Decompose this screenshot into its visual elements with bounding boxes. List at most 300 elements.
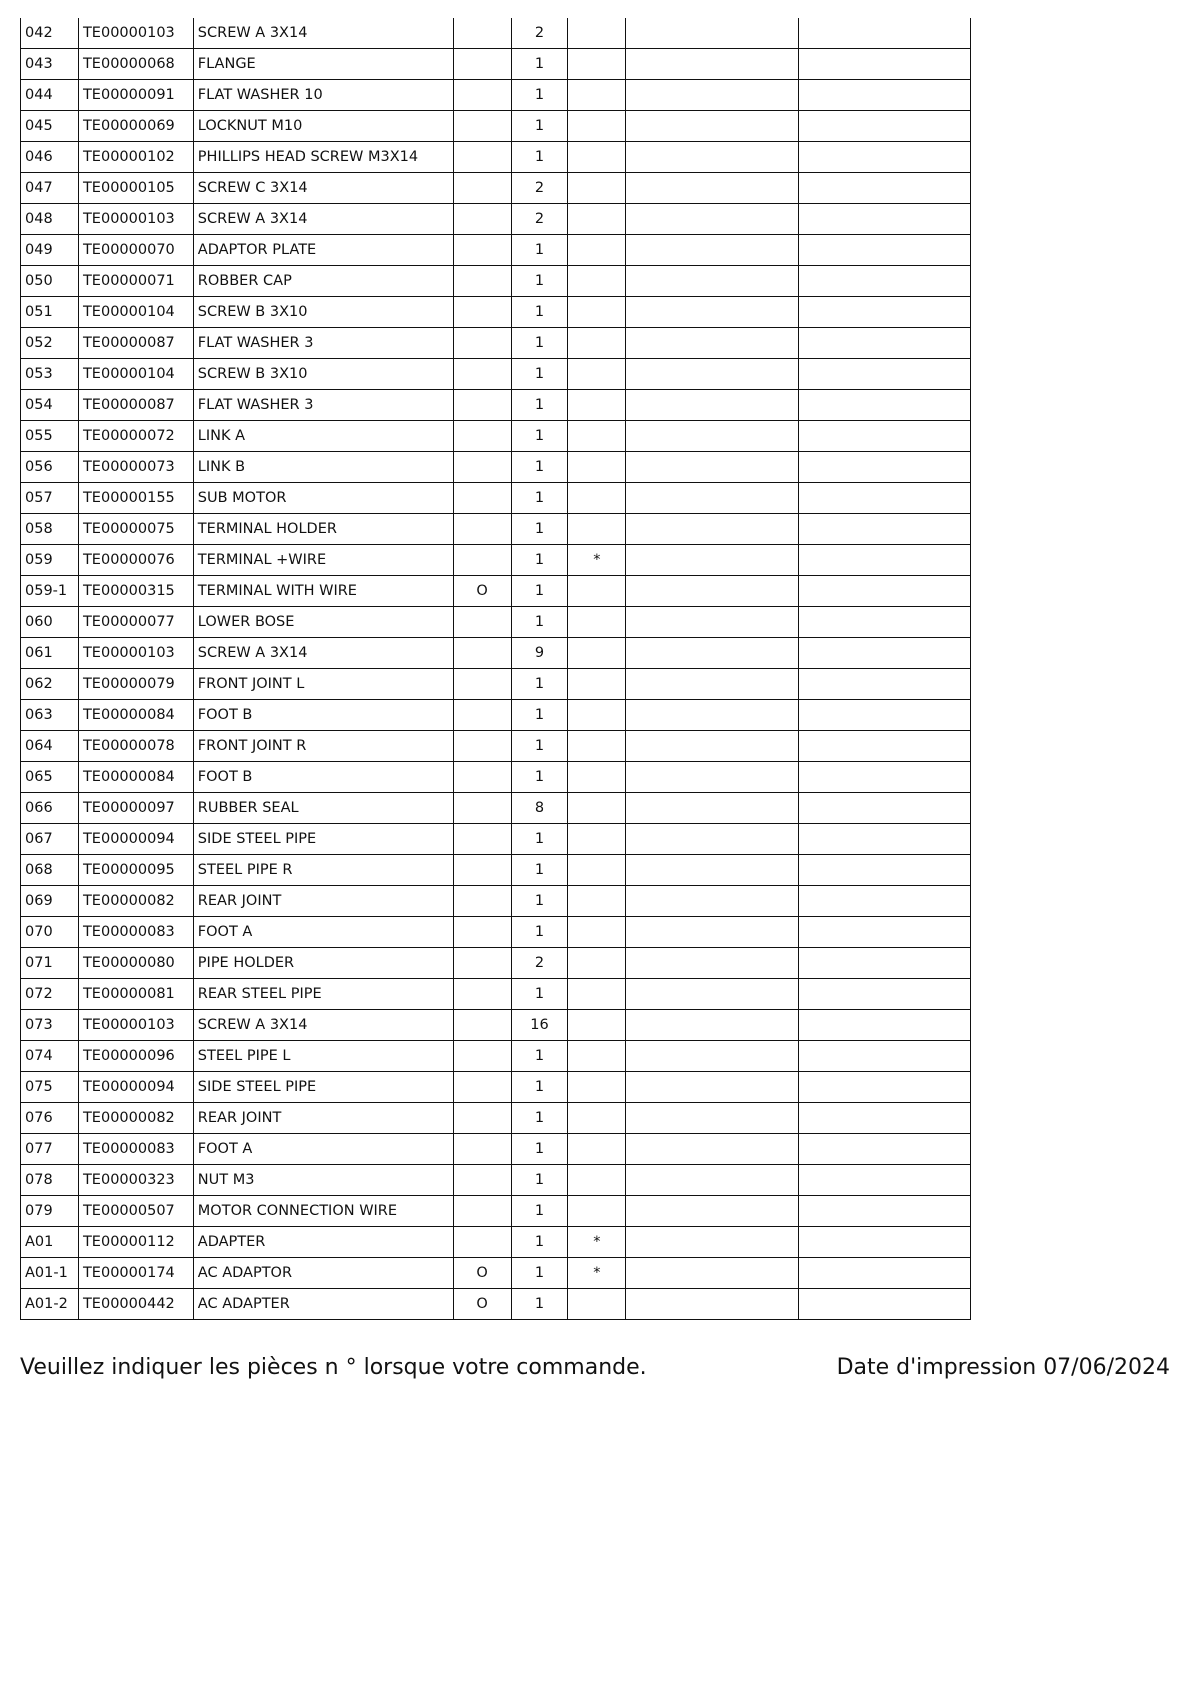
part-number-cell: 079 [21,1196,79,1227]
part-number-cell: 055 [21,421,79,452]
part-code-cell: TE00000102 [78,142,193,173]
table-row [21,607,971,638]
part-number-cell: 058 [21,514,79,545]
part-number-cell: 077 [21,1134,79,1165]
quantity-cell: 1 [511,80,568,111]
quantity-cell: 1 [511,607,568,638]
blank-cell [799,204,971,235]
part-description-cell: SIDE STEEL PIPE [193,824,453,855]
blank-cell [626,49,799,80]
quantity-cell: 1 [511,49,568,80]
table-row [21,390,971,421]
blank-cell [626,204,799,235]
part-code-cell: TE00000070 [78,235,193,266]
option-cell [453,421,511,452]
part-description-cell: SCREW A 3X14 [193,18,453,49]
option-cell [453,793,511,824]
mark-cell [568,669,626,700]
part-number-cell: 048 [21,204,79,235]
table-row [21,80,971,111]
part-description-cell: FRONT JOINT L [193,669,453,700]
part-code-cell: TE00000087 [78,328,193,359]
part-number-cell: 070 [21,917,79,948]
blank-cell [626,1258,799,1289]
option-cell [453,111,511,142]
mark-cell [568,49,626,80]
part-description-cell: TERMINAL WITH WIRE [193,576,453,607]
part-description-cell: LOWER BOSE [193,607,453,638]
part-code-cell: TE00000071 [78,266,193,297]
quantity-cell: 1 [511,545,568,576]
part-description-cell: SUB MOTOR [193,483,453,514]
table-row [21,1103,971,1134]
blank-cell [799,638,971,669]
blank-cell [626,80,799,111]
table-row [21,1165,971,1196]
option-cell [453,700,511,731]
quantity-cell: 1 [511,390,568,421]
part-description-cell: FOOT A [193,1134,453,1165]
table-row [21,235,971,266]
table-row [21,545,971,576]
part-description-cell: AC ADAPTOR [193,1258,453,1289]
table-row [21,204,971,235]
option-cell [453,452,511,483]
part-code-cell: TE00000094 [78,1072,193,1103]
table-row [21,18,971,49]
mark-cell [568,359,626,390]
mark-cell [568,731,626,762]
quantity-cell: 1 [511,266,568,297]
blank-cell [799,669,971,700]
table-row [21,1258,971,1289]
part-description-cell: FOOT B [193,700,453,731]
mark-cell [568,390,626,421]
blank-cell [626,979,799,1010]
quantity-cell: 1 [511,669,568,700]
mark-cell [568,235,626,266]
table-row [21,483,971,514]
part-code-cell: TE00000174 [78,1258,193,1289]
part-code-cell: TE00000082 [78,1103,193,1134]
option-cell [453,1072,511,1103]
part-number-cell: 056 [21,452,79,483]
part-number-cell: 059 [21,545,79,576]
part-number-cell: 068 [21,855,79,886]
mark-cell [568,576,626,607]
mark-cell [568,762,626,793]
part-number-cell: 065 [21,762,79,793]
blank-cell [626,762,799,793]
blank-cell [626,452,799,483]
part-code-cell: TE00000077 [78,607,193,638]
table-row [21,948,971,979]
option-cell [453,1196,511,1227]
quantity-cell: 1 [511,1165,568,1196]
part-code-cell: TE00000155 [78,483,193,514]
mark-cell [568,266,626,297]
blank-cell [799,545,971,576]
blank-cell [626,483,799,514]
part-code-cell: TE00000103 [78,1010,193,1041]
mark-cell [568,1134,626,1165]
option-cell [453,266,511,297]
table-row [21,1196,971,1227]
parts-table [20,18,971,1320]
mark-cell [568,1196,626,1227]
blank-cell [626,173,799,204]
part-number-cell: 060 [21,607,79,638]
part-code-cell: TE00000103 [78,204,193,235]
part-description-cell: FOOT A [193,917,453,948]
blank-cell [799,1134,971,1165]
blank-cell [626,793,799,824]
blank-cell [626,142,799,173]
quantity-cell: 1 [511,514,568,545]
part-number-cell: 072 [21,979,79,1010]
table-row [21,111,971,142]
option-cell [453,390,511,421]
part-number-cell: 046 [21,142,79,173]
part-number-cell: 057 [21,483,79,514]
blank-cell [799,390,971,421]
blank-cell [626,235,799,266]
part-code-cell: TE00000079 [78,669,193,700]
part-code-cell: TE00000104 [78,297,193,328]
mark-cell [568,638,626,669]
quantity-cell: 1 [511,855,568,886]
part-description-cell: FLAT WASHER 3 [193,390,453,421]
option-cell [453,855,511,886]
part-description-cell: REAR JOINT [193,886,453,917]
blank-cell [626,545,799,576]
blank-cell [799,1196,971,1227]
blank-cell [626,917,799,948]
part-code-cell: TE00000069 [78,111,193,142]
blank-cell [626,421,799,452]
part-number-cell: 073 [21,1010,79,1041]
quantity-cell: 1 [511,700,568,731]
part-description-cell: STEEL PIPE R [193,855,453,886]
part-description-cell: FLANGE [193,49,453,80]
part-code-cell: TE00000507 [78,1196,193,1227]
quantity-cell: 1 [511,824,568,855]
quantity-cell: 1 [511,731,568,762]
part-code-cell: TE00000075 [78,514,193,545]
part-description-cell: SCREW B 3X10 [193,359,453,390]
part-description-cell: FLAT WASHER 3 [193,328,453,359]
option-cell [453,886,511,917]
blank-cell [799,1165,971,1196]
blank-cell [799,979,971,1010]
part-number-cell: 069 [21,886,79,917]
part-number-cell: 049 [21,235,79,266]
blank-cell [626,514,799,545]
part-description-cell: SIDE STEEL PIPE [193,1072,453,1103]
blank-cell [799,359,971,390]
table-row [21,1289,971,1320]
mark-cell [568,80,626,111]
mark-cell [568,1165,626,1196]
quantity-cell: 1 [511,421,568,452]
blank-cell [799,452,971,483]
blank-cell [799,700,971,731]
mark-cell [568,514,626,545]
quantity-cell: 9 [511,638,568,669]
part-description-cell: TERMINAL HOLDER [193,514,453,545]
blank-cell [626,700,799,731]
blank-cell [626,266,799,297]
table-row [21,762,971,793]
part-code-cell: TE00000084 [78,700,193,731]
option-cell [453,142,511,173]
part-code-cell: TE00000095 [78,855,193,886]
part-code-cell: TE00000442 [78,1289,193,1320]
blank-cell [799,297,971,328]
blank-cell [799,111,971,142]
part-number-cell: 067 [21,824,79,855]
mark-cell [568,886,626,917]
part-description-cell: FOOT B [193,762,453,793]
blank-cell [799,855,971,886]
option-cell [453,917,511,948]
blank-cell [626,576,799,607]
part-description-cell: MOTOR CONNECTION WIRE [193,1196,453,1227]
blank-cell [799,1041,971,1072]
part-description-cell: RUBBER SEAL [193,793,453,824]
part-number-cell: 075 [21,1072,79,1103]
quantity-cell: 1 [511,483,568,514]
part-number-cell: 061 [21,638,79,669]
table-row [21,731,971,762]
part-description-cell: FLAT WASHER 10 [193,80,453,111]
table-row [21,638,971,669]
part-description-cell: TERMINAL +WIRE [193,545,453,576]
mark-cell [568,452,626,483]
quantity-cell: 1 [511,1072,568,1103]
mark-cell [568,328,626,359]
blank-cell [799,731,971,762]
part-code-cell: TE00000094 [78,824,193,855]
table-row [21,49,971,80]
part-description-cell: LINK B [193,452,453,483]
part-code-cell: TE00000068 [78,49,193,80]
option-cell [453,235,511,266]
part-code-cell: TE00000083 [78,1134,193,1165]
part-description-cell: SCREW C 3X14 [193,173,453,204]
table-row [21,1072,971,1103]
blank-cell [626,1196,799,1227]
mark-cell [568,793,626,824]
option-cell: O [453,1289,511,1320]
option-cell [453,762,511,793]
quantity-cell: 1 [511,328,568,359]
blank-cell [626,1289,799,1320]
option-cell [453,948,511,979]
part-number-cell: 042 [21,18,79,49]
option-cell [453,824,511,855]
part-number-cell: 076 [21,1103,79,1134]
table-row [21,1041,971,1072]
quantity-cell: 1 [511,1289,568,1320]
option-cell [453,297,511,328]
blank-cell [799,173,971,204]
part-number-cell: 059-1 [21,576,79,607]
table-row [21,793,971,824]
table-row [21,142,971,173]
table-row [21,359,971,390]
table-row [21,514,971,545]
option-cell [453,979,511,1010]
part-code-cell: TE00000315 [78,576,193,607]
blank-cell [626,1041,799,1072]
mark-cell [568,204,626,235]
mark-cell [568,948,626,979]
blank-cell [799,80,971,111]
mark-cell [568,855,626,886]
blank-cell [799,514,971,545]
blank-cell [799,1010,971,1041]
blank-cell [799,607,971,638]
blank-cell [626,638,799,669]
part-description-cell: LINK A [193,421,453,452]
blank-cell [799,762,971,793]
part-code-cell: TE00000103 [78,638,193,669]
part-number-cell: 071 [21,948,79,979]
quantity-cell: 1 [511,1041,568,1072]
quantity-cell: 1 [511,235,568,266]
mark-cell [568,700,626,731]
option-cell [453,328,511,359]
mark-cell [568,1072,626,1103]
table-row [21,297,971,328]
part-description-cell: AC ADAPTER [193,1289,453,1320]
blank-cell [626,948,799,979]
part-code-cell: TE00000087 [78,390,193,421]
mark-cell [568,979,626,1010]
quantity-cell: 16 [511,1010,568,1041]
part-code-cell: TE00000112 [78,1227,193,1258]
part-description-cell: REAR STEEL PIPE [193,979,453,1010]
blank-cell [626,607,799,638]
blank-cell [799,1289,971,1320]
option-cell: O [453,576,511,607]
blank-cell [799,1072,971,1103]
blank-cell [626,18,799,49]
quantity-cell: 2 [511,173,568,204]
part-description-cell: REAR JOINT [193,1103,453,1134]
part-code-cell: TE00000105 [78,173,193,204]
table-row [21,700,971,731]
part-number-cell: A01 [21,1227,79,1258]
table-row [21,1010,971,1041]
part-code-cell: TE00000097 [78,793,193,824]
part-description-cell: SCREW A 3X14 [193,204,453,235]
part-number-cell: 074 [21,1041,79,1072]
blank-cell [799,948,971,979]
mark-cell: * [568,1258,626,1289]
part-description-cell: NUT M3 [193,1165,453,1196]
quantity-cell: 1 [511,1134,568,1165]
part-code-cell: TE00000080 [78,948,193,979]
table-row [21,1227,971,1258]
blank-cell [626,1103,799,1134]
option-cell [453,514,511,545]
table-row [21,917,971,948]
part-description-cell: ADAPTER [193,1227,453,1258]
option-cell [453,731,511,762]
part-description-cell: SCREW A 3X14 [193,1010,453,1041]
blank-cell [626,886,799,917]
table-row [21,886,971,917]
part-code-cell: TE00000096 [78,1041,193,1072]
blank-cell [626,297,799,328]
mark-cell [568,917,626,948]
blank-cell [799,18,971,49]
blank-cell [626,1134,799,1165]
quantity-cell: 1 [511,452,568,483]
quantity-cell: 1 [511,1258,568,1289]
option-cell [453,173,511,204]
quantity-cell: 1 [511,576,568,607]
blank-cell [799,142,971,173]
blank-cell [626,824,799,855]
quantity-cell: 1 [511,1227,568,1258]
part-description-cell: LOCKNUT M10 [193,111,453,142]
quantity-cell: 8 [511,793,568,824]
blank-cell [799,1103,971,1134]
table-row [21,855,971,886]
table-row [21,421,971,452]
part-description-cell: PIPE HOLDER [193,948,453,979]
part-number-cell: A01-1 [21,1258,79,1289]
blank-cell [799,483,971,514]
part-code-cell: TE00000084 [78,762,193,793]
table-row [21,173,971,204]
part-code-cell: TE00000103 [78,18,193,49]
blank-cell [626,328,799,359]
blank-cell [799,1258,971,1289]
blank-cell [799,235,971,266]
mark-cell: * [568,545,626,576]
blank-cell [626,359,799,390]
blank-cell [799,886,971,917]
part-number-cell: 051 [21,297,79,328]
mark-cell [568,18,626,49]
part-description-cell: SCREW B 3X10 [193,297,453,328]
part-description-cell: STEEL PIPE L [193,1041,453,1072]
mark-cell [568,173,626,204]
part-description-cell: ADAPTOR PLATE [193,235,453,266]
option-cell [453,669,511,700]
quantity-cell: 2 [511,948,568,979]
mark-cell [568,1041,626,1072]
blank-cell [799,266,971,297]
part-number-cell: 063 [21,700,79,731]
blank-cell [799,917,971,948]
option-cell [453,1227,511,1258]
part-code-cell: TE00000072 [78,421,193,452]
part-number-cell: 052 [21,328,79,359]
table-row [21,979,971,1010]
mark-cell [568,1289,626,1320]
table-row [21,824,971,855]
blank-cell [626,1227,799,1258]
option-cell [453,18,511,49]
blank-cell [799,328,971,359]
part-description-cell: ROBBER CAP [193,266,453,297]
mark-cell [568,1010,626,1041]
